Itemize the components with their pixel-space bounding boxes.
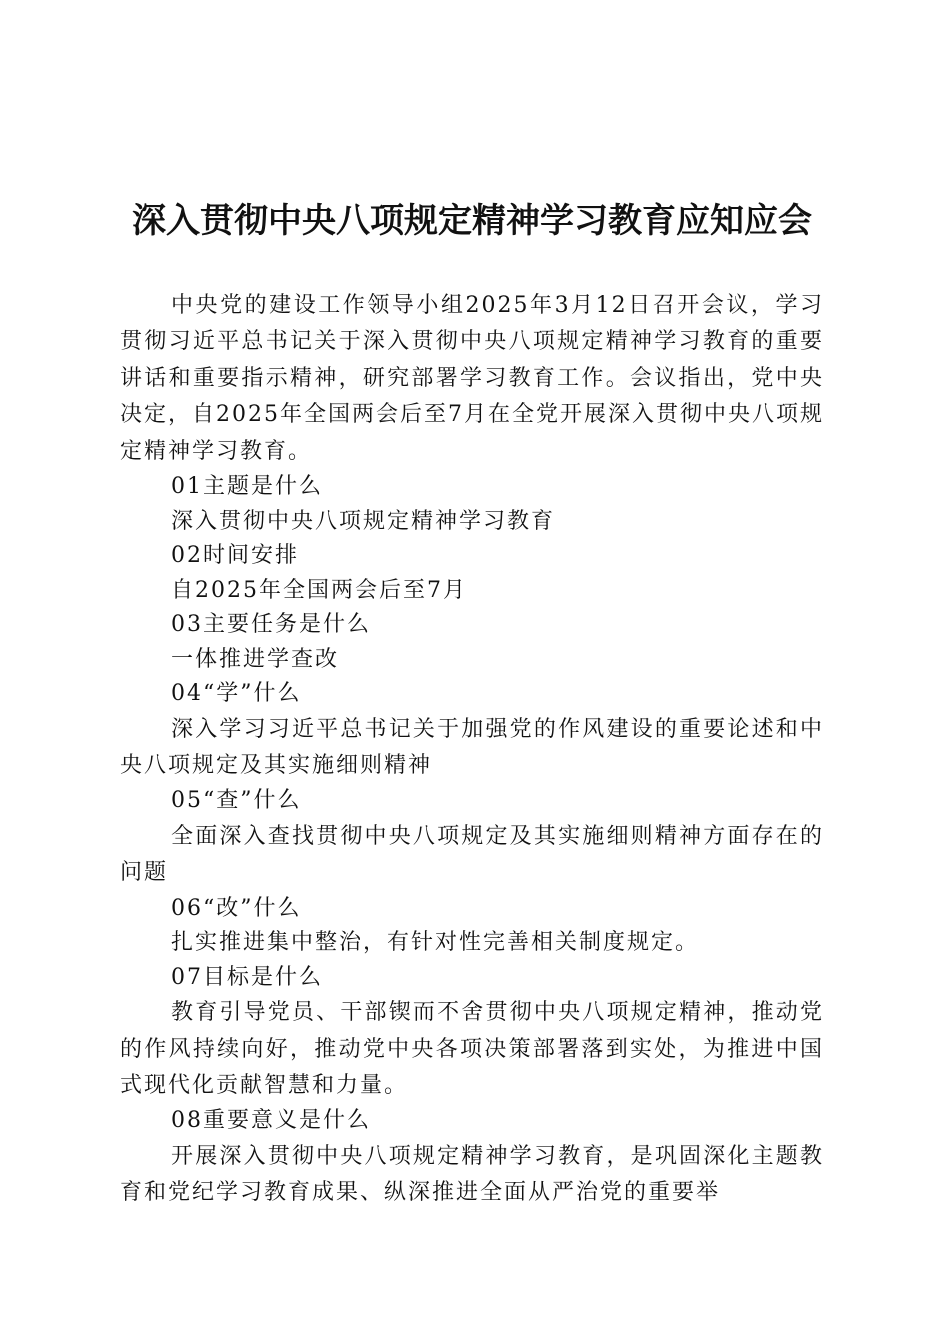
section-body: 深入贯彻中央八项规定精神学习教育 — [171, 508, 556, 534]
section-body: 深入学习习近平总书记关于加强党的作风建设的重要论述和中央八项规定及其实施细则精神 — [120, 716, 824, 778]
section-body: 扎实推进集中整治，有针对性完善相关制度规定。 — [171, 930, 700, 956]
section-heading: 07目标是什么 — [171, 964, 323, 990]
section-body: 教育引导党员、干部锲而不舍贯彻中央八项规定精神，推动党的作风持续向好，推动党中央各项决策部署落到实处，为推进中国式现代化贡献智慧和力量。 — [120, 1000, 824, 1098]
section-body: 开展深入贯彻中央八项规定精神学习教育，是巩固深化主题教育和党纪学习教育成果、纵深推进全面从严治党的重要举 — [120, 1143, 824, 1206]
section-heading: 02时间安排 — [171, 543, 299, 569]
document-title: 深入贯彻中央八项规定精神学习教育应知应会 — [132, 201, 812, 241]
section-heading: 01主题是什么 — [171, 474, 323, 500]
section-heading: 06“改”什么 — [171, 895, 302, 921]
document-body — [120, 288, 824, 1212]
section-heading: 04“学”什么 — [171, 681, 302, 707]
section-body: 全面深入查找贯彻中央八项规定及其实施细则精神方面存在的问题 — [120, 823, 824, 886]
section-heading: 05“查”什么 — [171, 788, 302, 814]
section-heading: 08重要意义是什么 — [171, 1108, 371, 1134]
section-heading: 03主要任务是什么 — [171, 612, 371, 638]
intro-paragraph: 中央党的建设工作领导小组2025年3月12日召开会议，学习贯彻习近平总书记关于深入贯彻中央八项规定精神学习教育的重要讲话和重要指示精神，研究部署学习教育工作。会议指出，党中央决定，自2025年全国两会后至7月在全党开展深入贯彻中央八项规定精神学习教育。 — [120, 293, 824, 464]
section-body: 一体推进学查改 — [171, 646, 340, 672]
section-body: 自2025年全国两会后至7月 — [171, 577, 467, 603]
